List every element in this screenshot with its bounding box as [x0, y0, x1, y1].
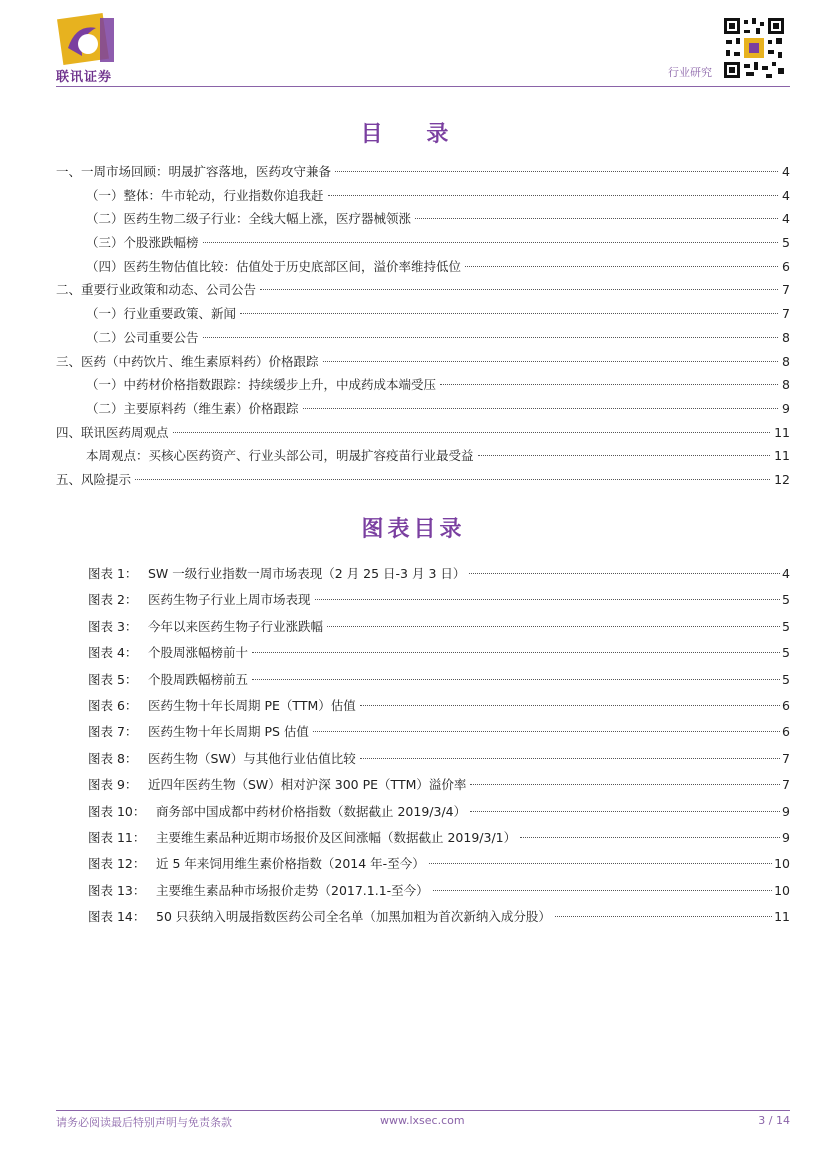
toc-entry-label: 本周观点：买核心医药资产、行业头部公司，明晟扩容疫苗行业最受益	[86, 448, 474, 464]
dot-leader	[323, 360, 779, 362]
toc-entry-label: （四）医药生物估值比较：估值处于历史底部区间，溢价率维持低位	[86, 258, 462, 274]
dot-leader	[470, 783, 780, 785]
figure-entry[interactable]	[88, 746, 790, 772]
toc-entry-label: （二）医药生物二级子行业：全线大幅上涨，医疗器械领涨	[86, 211, 412, 227]
dot-leader	[465, 265, 778, 267]
footer-disclaimer[interactable]: 请务必阅读最后特别声明与免责条款	[56, 1116, 232, 1129]
toc-entry-page: 9	[782, 400, 790, 416]
figure-entry-page: 5	[782, 618, 790, 634]
toc-entry-label: （三）个股涨跌幅榜	[86, 235, 199, 251]
figure-entry-label: SW 一级行业指数一周市场表现（2 月 25 日-3 月 3 日）	[148, 566, 466, 581]
toc-entry-page: 7	[782, 306, 790, 322]
toc-entry[interactable]	[56, 255, 790, 279]
footer-divider	[56, 1110, 790, 1111]
figure-entry[interactable]	[88, 561, 790, 587]
toc-entry[interactable]	[56, 397, 790, 421]
toc-entry-page: 8	[782, 353, 790, 369]
toc-entry-page: 4	[782, 211, 790, 227]
company-name: 联讯证券	[56, 70, 113, 85]
figure-entry-tag: 图表 12：	[88, 856, 146, 872]
toc-entry[interactable]	[56, 350, 790, 374]
toc-entry-label: （二）公司重要公告	[86, 329, 199, 345]
dot-leader	[335, 170, 778, 172]
figure-entry[interactable]	[88, 693, 790, 719]
figure-entry-label: 医药生物（SW）与其他行业估值比较	[148, 750, 356, 766]
figure-entry-label: 今年以来医药生物子行业涨跌幅	[148, 618, 324, 634]
dot-leader	[520, 836, 780, 838]
figure-entry-tag: 图表 2：	[88, 592, 138, 608]
toc-title: 目 录	[360, 122, 467, 147]
toc-entry[interactable]	[56, 326, 790, 350]
footer-website[interactable]: www.lxsec.com	[380, 1114, 465, 1127]
figure-entry[interactable]	[88, 878, 790, 904]
figure-entry-label: 医药生物十年长周期 PE（TTM）估值	[148, 697, 356, 713]
figure-entry-label: 50 只获纳入明晟指数医药公司全名单（加黑加粗为首次新纳入成分股）	[156, 909, 551, 925]
toc-entry-label: （一）行业重要政策、新闻	[86, 306, 237, 322]
figure-entry-tag: 图表 10：	[88, 803, 146, 819]
figure-entry-label: 商务部中国成都中药材价格指数（数据截止 2019/3/4）	[156, 803, 467, 819]
figure-entry-page: 9	[782, 829, 790, 845]
dot-leader	[252, 651, 780, 653]
dot-leader	[429, 862, 772, 864]
figure-entry-label: 医药生物十年长周期 PS 估值	[148, 724, 309, 740]
toc-entry[interactable]	[56, 207, 790, 231]
toc-entry-page: 11	[774, 424, 790, 440]
logo-icon	[56, 10, 136, 70]
toc-entry-page: 11	[774, 448, 790, 464]
figure-entry[interactable]	[88, 587, 790, 613]
toc-entry-label: 三、医药（中药饮片、维生素原料药）价格跟踪	[56, 353, 319, 369]
figure-entry-page: 4	[782, 566, 790, 581]
toc-entry-label: 二、重要行业政策和动态、公司公告	[56, 282, 257, 298]
figure-entry[interactable]	[88, 904, 790, 930]
toc-entry[interactable]	[56, 444, 790, 468]
toc-entry[interactable]	[56, 184, 790, 208]
page-number: 3 / 14	[758, 1114, 790, 1127]
figure-entry-tag: 图表 11：	[88, 829, 146, 845]
figure-entry-page: 7	[782, 777, 790, 793]
figure-entry-tag: 图表 5：	[88, 671, 138, 687]
toc-entry[interactable]	[56, 160, 790, 184]
toc-entry-page: 6	[782, 258, 790, 274]
figure-entry-label: 个股周涨幅榜前十	[148, 645, 249, 661]
figure-entry-page: 7	[782, 750, 790, 766]
dot-leader	[440, 383, 778, 385]
toc-entry-page: 8	[782, 329, 790, 345]
figure-entry-tag: 图表 13：	[88, 882, 146, 898]
figure-entry[interactable]	[88, 772, 790, 798]
toc-entry-page: 4	[782, 187, 790, 203]
dot-leader	[315, 598, 781, 600]
header-divider	[56, 86, 790, 87]
dot-leader	[327, 625, 780, 627]
figure-entry-tag: 图表 8：	[88, 750, 138, 766]
dot-leader	[240, 312, 778, 314]
figure-entry-tag: 图表 1：	[88, 566, 138, 581]
toc-list	[56, 160, 790, 492]
toc-entry-label: 四、联讯医药周观点	[56, 424, 169, 440]
figure-entry-label: 主要维生素品种近期市场报价及区间涨幅（数据截止 2019/3/1）	[156, 829, 517, 845]
dot-leader	[360, 757, 780, 759]
figure-entry[interactable]	[88, 614, 790, 640]
qr-code-icon	[722, 16, 786, 80]
figure-entry-tag: 图表 14：	[88, 909, 146, 925]
figure-entry-tag: 图表 4：	[88, 645, 138, 661]
figure-entry-label: 个股周跌幅榜前五	[148, 671, 249, 687]
toc-entry-label: 一、一周市场回顾：明晟扩容落地，医药攻守兼备	[56, 164, 332, 179]
toc-entry-label: （二）主要原料药（维生素）价格跟踪	[86, 400, 299, 416]
figure-entry-label: 医药生物子行业上周市场表现	[148, 592, 311, 608]
dot-leader	[260, 288, 778, 290]
toc-entry-page: 8	[782, 377, 790, 393]
figure-entry[interactable]	[88, 799, 790, 825]
figure-entry-page: 5	[782, 592, 790, 608]
toc-entry-label: （一）整体：牛市轮动，行业指数你追我赶	[86, 187, 324, 203]
dot-leader	[135, 478, 770, 480]
dot-leader	[470, 810, 780, 812]
toc-entry-page: 5	[782, 235, 790, 251]
dot-leader	[203, 241, 779, 243]
toc-entry-label: 五、风险提示	[56, 471, 132, 487]
figure-index-list	[88, 561, 790, 930]
dot-leader	[328, 194, 779, 196]
dot-leader	[415, 217, 778, 219]
dot-leader	[173, 431, 771, 433]
dot-leader	[252, 678, 780, 680]
dot-leader	[555, 915, 772, 917]
dot-leader	[360, 704, 780, 706]
figure-entry[interactable]	[88, 719, 790, 745]
figure-index-title: 图表目录	[361, 517, 466, 542]
toc-entry[interactable]	[56, 421, 790, 445]
toc-entry-page: 12	[774, 471, 790, 487]
figure-entry-label: 近四年医药生物（SW）相对沪深 300 PE（TTM）溢价率	[148, 777, 467, 793]
figure-entry-page: 11	[774, 909, 790, 925]
dot-leader	[303, 407, 779, 409]
dot-leader	[469, 572, 780, 574]
figure-entry-page: 10	[774, 882, 790, 898]
toc-entry[interactable]	[56, 373, 790, 397]
toc-entry-page: 7	[782, 282, 790, 298]
dot-leader	[433, 889, 772, 891]
section-label: 行业研究	[668, 66, 712, 79]
figure-entry-label: 主要维生素品种市场报价走势（2017.1.1-至今）	[156, 882, 429, 898]
toc-entry[interactable]	[56, 278, 790, 302]
figure-entry-page: 5	[782, 645, 790, 661]
figure-entry[interactable]	[88, 851, 790, 877]
figure-entry-label: 近 5 年来饲用维生素价格指数（2014 年-至今）	[156, 856, 425, 872]
dot-leader	[203, 336, 779, 338]
figure-entry-page: 5	[782, 671, 790, 687]
figure-entry-tag: 图表 6：	[88, 697, 138, 713]
figure-entry[interactable]	[88, 640, 790, 666]
toc-entry[interactable]	[56, 231, 790, 255]
figure-entry[interactable]	[88, 667, 790, 693]
figure-entry[interactable]	[88, 825, 790, 851]
figure-entry-tag: 图表 3：	[88, 618, 138, 634]
figure-entry-page: 10	[774, 856, 790, 872]
toc-entry-label: （一）中药材价格指数跟踪：持续缓步上升，中成药成本端受压	[86, 377, 437, 393]
dot-leader	[313, 730, 780, 732]
figure-entry-tag: 图表 9：	[88, 777, 138, 793]
dot-leader	[478, 454, 771, 456]
figure-entry-tag: 图表 7：	[88, 724, 138, 740]
toc-entry[interactable]	[56, 468, 790, 492]
figure-entry-page: 9	[782, 803, 790, 819]
figure-entry-page: 6	[782, 697, 790, 713]
toc-entry[interactable]	[56, 302, 790, 326]
page-header	[0, 0, 827, 90]
toc-entry-page: 4	[782, 164, 790, 179]
figure-entry-page: 6	[782, 724, 790, 740]
